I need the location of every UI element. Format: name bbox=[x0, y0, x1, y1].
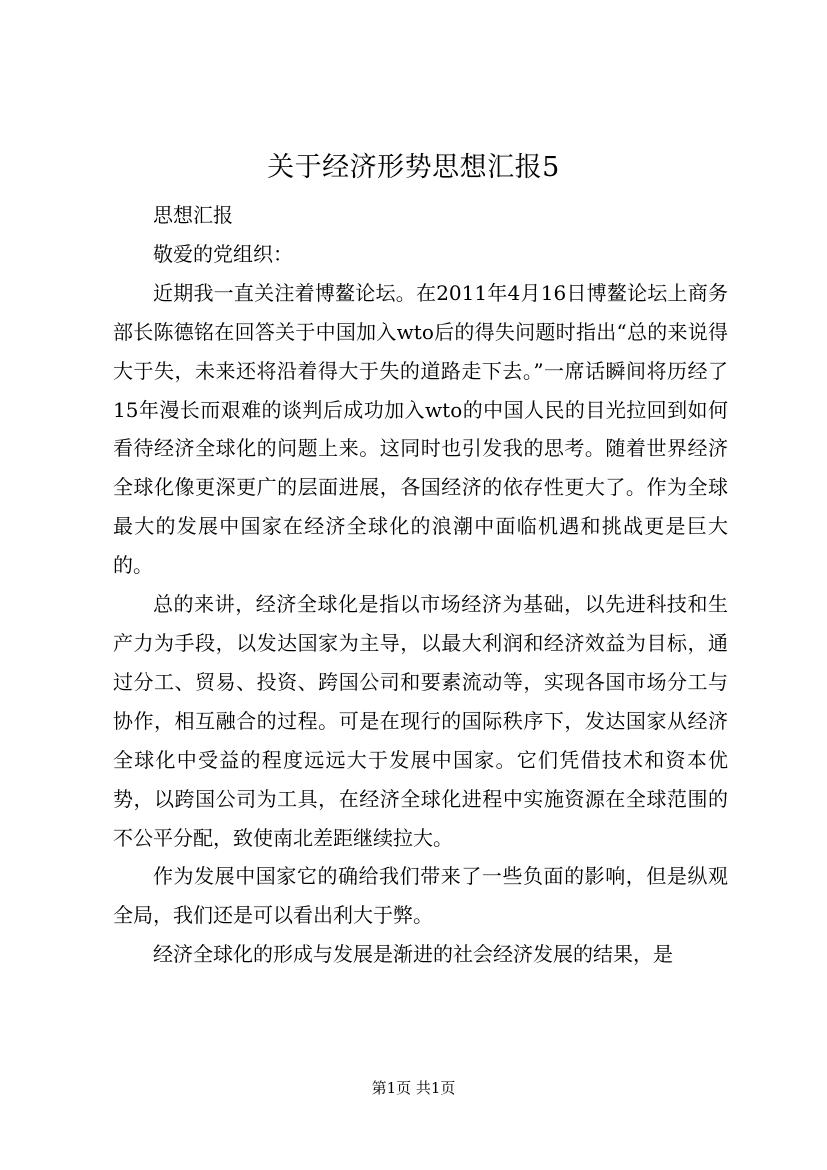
paragraph-1: 近期我一直关注着博鳌论坛。在2011年4月16日博鳌论坛上商务部长陈德铭在回答关于中国加入wto后的得失问题时指出“总的来说得大于失，未来还将沿着得大于失的道路走下去。”一席话瞬间将历经了15年漫长而艰难的谈判后成功加入wto的中国人民的目光拉回到如何看待经济全球化的问题上来。这同时也引发我的思考。随着世界经济全球化像更深更广的层面进展，各国经济的依存性更大了。作为全球最大的发展中国家在经济全球化的浪潮中面临机遇和挑战更是巨大的。 bbox=[113, 280, 728, 578]
paragraph-salutation: 敬爱的党组织： bbox=[153, 241, 293, 266]
document-title: 关于经济形势思想汇报5 bbox=[267, 152, 560, 183]
paragraph-4: 经济全球化的形成与发展是渐进的社会经济发展的结果，是 bbox=[153, 942, 673, 967]
document-body bbox=[113, 196, 728, 974]
paragraph-2: 总的来讲，经济全球化是指以市场经济为基础，以先进科技和生产力为手段，以发达国家为主导，以最大利润和经济效益为目标，通过分工、贸易、投资、跨国公司和要素流动等，实现各国市场分工与协作，相互融合的过程。可是在现行的国际秩序下，发达国家从经济全球化中受益的程度远远大于发展中国家。它们凭借技术和资本优势，以跨国公司为工具，在经济全球化进程中实施资源在全球范围的不公平分配，致使南北差距继续拉大。 bbox=[113, 592, 728, 850]
paragraph-heading: 思想汇报 bbox=[153, 203, 233, 227]
page-footer: 第1页 共1页 bbox=[371, 1079, 456, 1097]
paragraph-3: 作为发展中国家它的确给我们带来了一些负面的影响，但是纵观全局，我们还是可以看出利大于弊。 bbox=[113, 864, 728, 928]
